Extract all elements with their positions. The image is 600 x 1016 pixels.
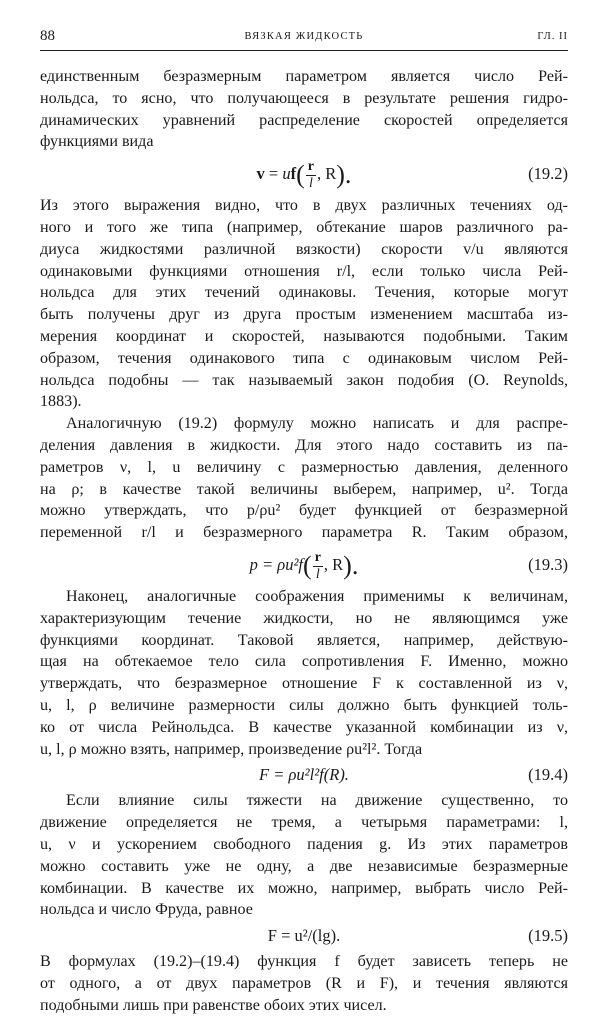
text-line: функциями вида: [40, 133, 154, 151]
text-line: ного и того же типа (например, обтекание шаров различного ра-: [40, 218, 568, 236]
text-line: комбинации. В качестве их можно, например, выбрать число Рей-: [40, 879, 568, 897]
equation-19-3: [40, 544, 568, 586]
equation-19-4: [40, 760, 568, 790]
equation-number: (19.3): [528, 554, 568, 574]
paragraph-2: [40, 195, 568, 413]
text-line: образом, течения одинакового типа с одинаковым числом Рей-: [40, 349, 568, 367]
text-line: нольдса и число Фруда, равное: [40, 901, 253, 919]
text-line: В формулах (19.2)–(19.4) функция f будет зависеть теперь не: [40, 953, 568, 971]
text-line: 1883).: [40, 393, 82, 411]
text-line: одинаковыми функциями отношения r/l, если только числа Рей-: [40, 262, 568, 280]
text-line: единственным безразмерным параметром является число Рей-: [40, 68, 568, 85]
equation-number: (19.4): [528, 765, 568, 785]
paragraph-3: [40, 413, 568, 544]
text-line: функциями координат. Таковой является, например, действую-: [40, 631, 568, 649]
text-line: Если влияние силы тяжести на движение существенно, то: [66, 792, 568, 810]
text-line: переменной r/l и безразмерного параметра R. Таким образом,: [40, 524, 568, 542]
text-line: можно составить уже не одну, а две независимые безразмерные: [40, 857, 568, 875]
text-line: щая на обтекаемое тело сила сопротивления F. Именно, можно: [40, 653, 568, 671]
equation-number: (19.2): [528, 164, 568, 184]
fraction: $\frac{r}{l}$: [314, 549, 321, 582]
text-line: динамических уравнений распределение скоростей определяется: [40, 111, 568, 129]
paragraph-6: [40, 951, 568, 1016]
text-line: u, l, ρ можно взять, например, произведение ρu²l². Тогда: [40, 740, 423, 758]
equation-formula: F = u²/(lg).: [267, 926, 341, 946]
text-line: Наконец, аналогичные соображения применимы к величинам,: [66, 587, 568, 605]
page-number: 88: [40, 28, 55, 44]
text-line: мерения координат и скоростей, называются подобными. Таким: [40, 327, 568, 345]
text-line: на ρ; в качестве такой величины выберем, например, u². Тогда: [40, 480, 568, 498]
running-title: ВЯЗКАЯ ЖИДКОСТЬ: [244, 31, 364, 42]
text-line: деления давления в жидкости. Для этого надо составить из па-: [40, 436, 568, 454]
page-body: [40, 66, 568, 1016]
equation-19-5: [40, 921, 568, 951]
equation-19-2: [40, 153, 568, 195]
page-header: [40, 26, 568, 51]
equation-formula: p = ρu²f( $\frac{r}{l}$ , R).: [249, 549, 359, 582]
paragraph-5: [40, 790, 568, 921]
text-line: подобными лишь при равенстве обоих этих чисел.: [40, 996, 387, 1014]
text-line: утверждать, что безразмерное отношение F к составленной из ν,: [40, 675, 568, 693]
text-line: нольдса для этих течений одинаковы. Течения, которые могут: [40, 284, 568, 302]
equation-formula: F = ρu²l²f(R).: [259, 765, 349, 785]
text-line: ко от числа Рейнольдса. В качестве указанной комбинации из ν,: [40, 718, 568, 736]
text-line: раметров ν, l, u величину с размерностью давления, деленного: [40, 458, 568, 476]
paragraph-4: [40, 586, 568, 760]
text-line: быть получены друг из друга простым изменением масштаба из-: [40, 306, 568, 324]
text-line: можно утверждать, что p/ρu² будет функцией от безразмерной: [40, 502, 568, 520]
text-line: Из этого выражения видно, что в двух различных течениях од-: [40, 197, 568, 215]
text-line: характеризующим течение жидкости, но не являющимся уже: [40, 609, 568, 627]
chapter-label: ГЛ. II: [537, 31, 568, 42]
fraction: $\frac{r}{l}$: [307, 158, 314, 191]
text-line: Аналогичную (19.2) формулу можно написать и для распре-: [66, 415, 568, 433]
paragraph-1: [40, 66, 568, 153]
text-line: нольдса, то ясно, что получающееся в результате решения гидро-: [40, 89, 568, 107]
text-line: от одного, а от двух параметров (R и F), и течения являются: [40, 974, 568, 992]
text-line: u, ν и ускорением свободного падения g. Из этих параметров: [40, 835, 568, 853]
text-line: движение определяется не тремя, а четырьмя параметрами: l,: [40, 814, 568, 832]
equation-number: (19.5): [528, 926, 568, 946]
equation-formula: v = uf( $\frac{r}{l}$ , R).: [256, 158, 352, 191]
text-line: диуса жидкостями различной вязкости) скорости v/u являются: [40, 240, 568, 258]
text-line: нольдса подобны — так называемый закон подобия (O. Reynolds,: [40, 371, 568, 389]
text-line: u, l, ρ величине размерности силы должно быть функцией толь-: [40, 696, 568, 714]
